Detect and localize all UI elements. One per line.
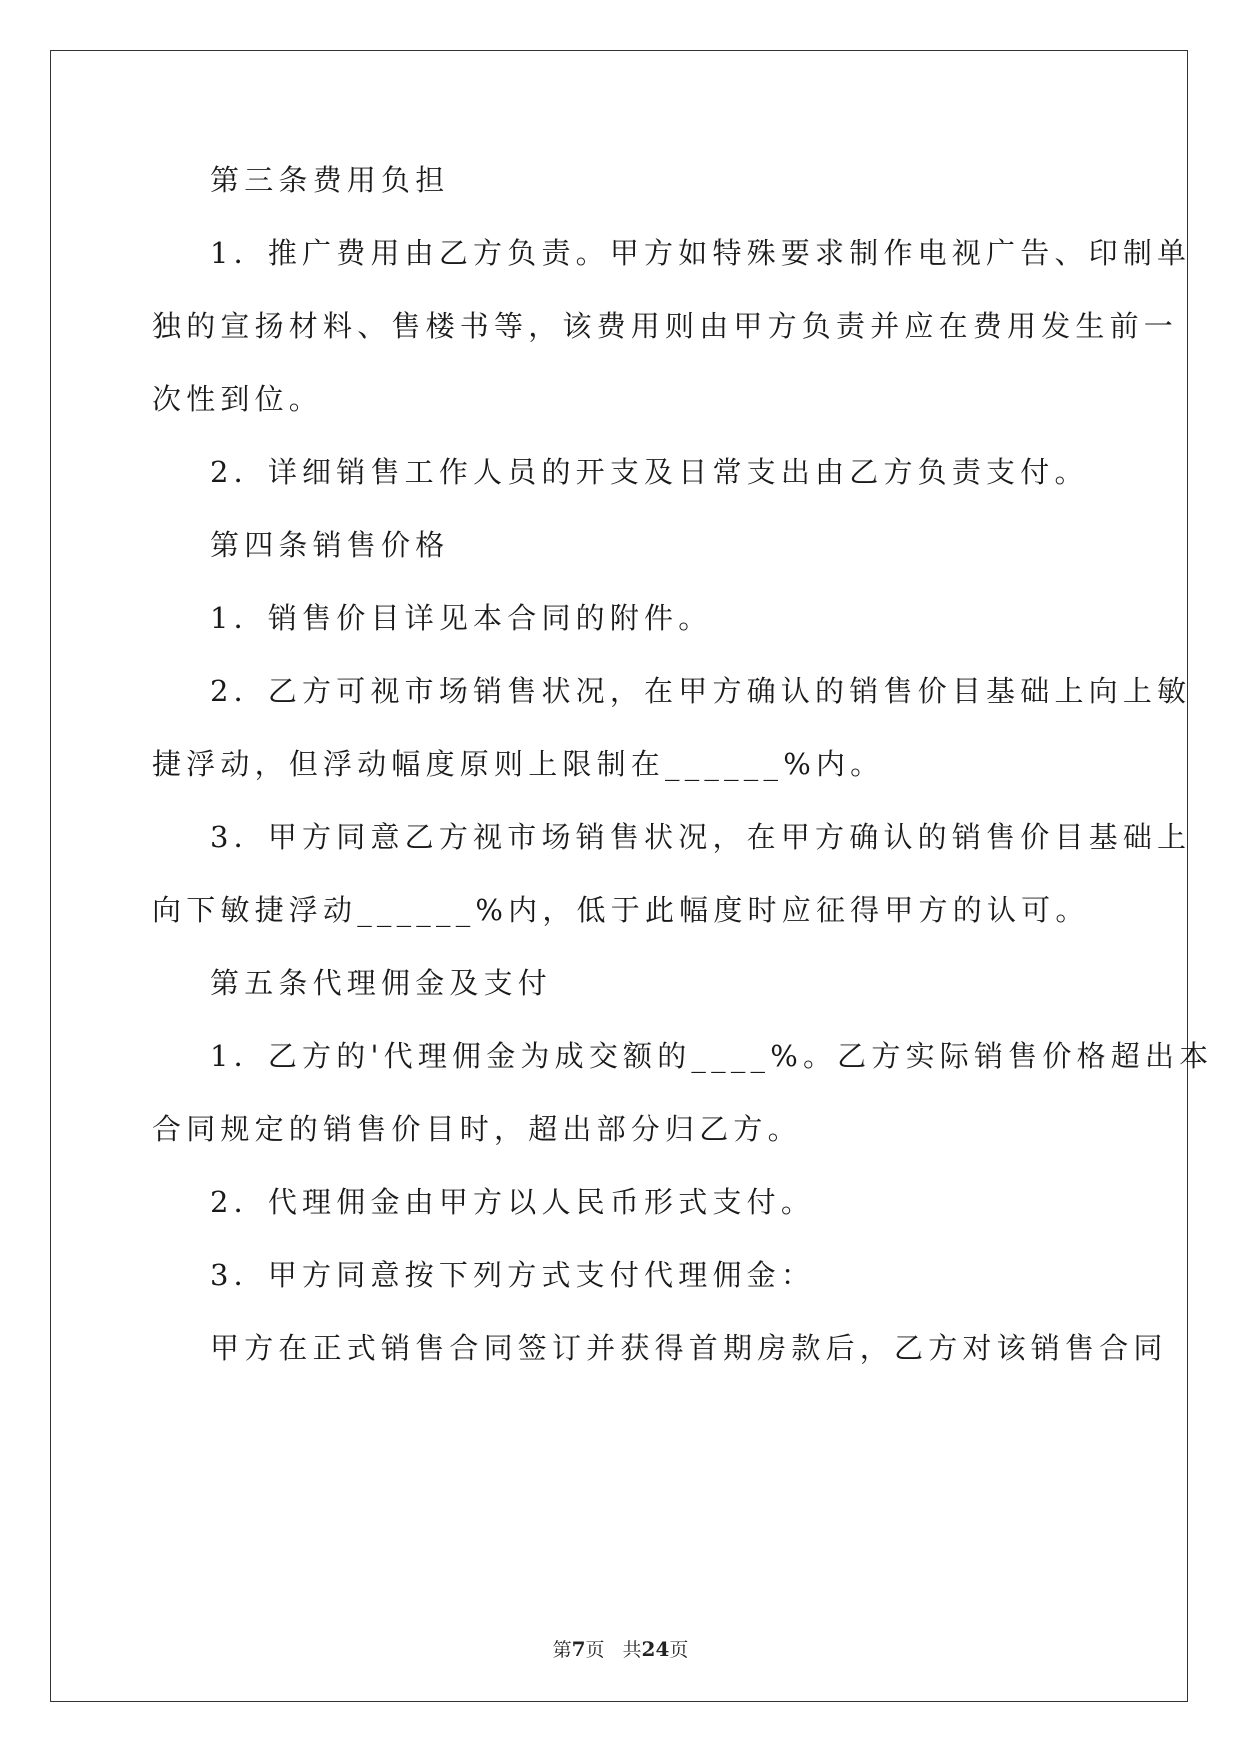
paragraph-line: 2．代理佣金由甲方以人民币形式支付。 (210, 1185, 816, 1219)
paragraph-line: 捷浮动，但浮动幅度原则上限制在______%内。 (152, 747, 885, 781)
paragraph-line: 2．乙方可视市场销售状况，在甲方确认的销售价目基础上向上敏 (210, 674, 1192, 708)
paragraph-line: 次性到位。 (152, 382, 324, 416)
footer-page-total: 24 (641, 1637, 670, 1661)
footer-page-suffix: 页 (585, 1639, 605, 1661)
footer-total-suffix: 页 (669, 1639, 689, 1661)
paragraph-line: 3．甲方同意按下列方式支付代理佣金： (210, 1258, 816, 1292)
paragraph-line: 甲方在正式销售合同签订并获得首期房款后，乙方对该销售合同 (210, 1331, 1168, 1365)
page-footer (0, 1635, 1241, 1662)
section-heading-4: 第四条销售价格 (210, 528, 450, 562)
paragraph-line: 1．销售价目详见本合同的附件。 (210, 601, 713, 635)
paragraph-line: 3．甲方同意乙方视市场销售状况，在甲方确认的销售价目基础上 (210, 820, 1192, 854)
footer-page-prefix: 第 (552, 1639, 572, 1661)
section-heading-3: 第三条费用负担 (210, 163, 450, 197)
page-border (50, 50, 1188, 1702)
paragraph-line: 独的宣扬材料、售楼书等，该费用则由甲方负责并应在费用发生前一 (152, 309, 1179, 343)
footer-total-prefix: 共 (622, 1639, 642, 1661)
paragraph-line: 2．详细销售工作人员的开支及日常支出由乙方负责支付。 (210, 455, 1089, 489)
section-heading-5: 第五条代理佣金及支付 (210, 966, 553, 1000)
paragraph-line: 1．乙方的'代理佣金为成交额的____%。乙方实际销售价格超出本 (210, 1039, 1214, 1073)
footer-page-current: 7 (571, 1637, 586, 1661)
paragraph-line: 向下敏捷浮动______%内，低于此幅度时应征得甲方的认可。 (152, 893, 1090, 927)
paragraph-line: 合同规定的销售价目时，超出部分归乙方。 (152, 1112, 802, 1146)
paragraph-line: 1．推广费用由乙方负责。甲方如特殊要求制作电视广告、印制单 (210, 236, 1192, 270)
